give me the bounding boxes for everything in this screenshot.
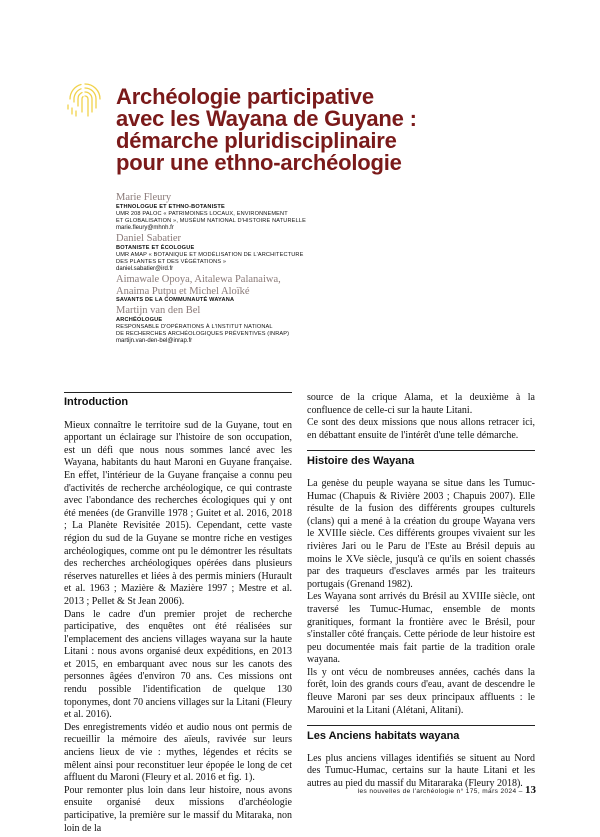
body-paragraph: Les plus anciens villages identifiés se situent au Nord des Tumuc-Humac, certains sur la haute Litani et les autres au pied du massif du Mitararaka (Fleury 2018).	[307, 752, 535, 790]
author-name: Aimawale Opoya, Aitalewa Palanaiwa,	[116, 274, 281, 285]
author-affiliation: UMR 208 PALOC « PATRIMOINES LOCAUX, ENVIRONNEMENT	[116, 210, 288, 217]
author-affiliation: DES PLANTES ET DES VÉGÉTATIONS »	[116, 258, 227, 265]
author-role: BOTANISTE ET ÉCOLOGUE	[116, 244, 195, 251]
title-line: Archéologie participative	[116, 84, 374, 109]
author-name: Daniel Sabatier	[116, 233, 182, 244]
author-block	[116, 192, 436, 232]
body-paragraph: Les Wayana sont arrivés du Brésil au XVIIIe siècle, ont traversé les Tumuc-Humac, ensemble de monts granitiques, formant la frontière avec le Brésil, pour s'installer côté français. Cette période de leur histoire est peu documentée mais fait partie de la tradition orale wayana.	[307, 591, 535, 666]
author-name: Martijn van den Bel	[116, 305, 201, 316]
body-paragraph: Ils y ont vécu de nombreuses années, cachés dans la forêt, loin des grands cours d'eau, avant de descendre le fleuve Maroni par ses deux principaux affluents : le Marouini et la Litani (Alétani, Alitani).	[307, 666, 535, 716]
journal-reference: les nouvelles de l'archéologie n° 175, mars 2024 –	[357, 788, 523, 795]
page-footer	[358, 784, 536, 796]
page-number: 13	[525, 784, 536, 796]
body-paragraph: Des enregistrements vidéo et audio nous ont permis de recueillir la mémoire des aïeuls, ravivée sur leurs anciens lieux de vie : mythes, légendes et récits se mêlent ainsi pour reconstituer leur épopée le long de cet affluent du Maroni (Fleury et al. 2016 et fig. 1).	[64, 721, 292, 784]
body-paragraph: Dans le cadre d'un premier projet de recherche participative, des enquêtes ont été réalisées sur l'emplacement des anciens villages wayana sur la haute Litani : nous avons organisé deux expéditions, en 2013 et 2015, en embarquant avec nous sur les canots des personnes âgées d'environ 70 ans. Ces missions ont rendu possible l'identification de quelque 130 toponymes, dont 70 anciens villages sur la Litani (Fleury et al. 2016).	[64, 608, 293, 721]
left-column	[64, 396, 292, 835]
author-block	[116, 305, 436, 345]
author-block	[116, 274, 436, 304]
author-email[interactable]: martijn.van-den-bel@inrap.fr	[116, 337, 193, 344]
author-role: SAVANTS DE LA COMMUNAUTÉ WAYANA	[116, 297, 235, 303]
section-rule	[307, 450, 535, 451]
author-list	[116, 192, 436, 346]
author-affiliation: RESPONSABLE D'OPÉRATIONS À L'INSTITUT NATIONAL	[116, 323, 273, 330]
right-column	[307, 392, 535, 791]
author-name: Anaima Putpu et Michel Aloïké	[116, 285, 250, 297]
author-role: ETHNOLOGUE ET ETHNO-BOTANISTE	[116, 203, 225, 210]
author-role: ARCHÉOLOGUE	[116, 316, 163, 323]
author-block	[116, 233, 436, 273]
section-heading: Histoire des Wayana	[307, 455, 415, 468]
section-rule	[64, 392, 292, 393]
author-affiliation: UMR AMAP « BOTANIQUE ET MODÉLISATION DE L'ARCHITECTURE	[116, 251, 304, 258]
body-paragraph: Ce sont des deux missions que nous allons retracer ici, en débattant ensuite de l'intérêt d'une telle démarche.	[307, 417, 535, 441]
author-email[interactable]: daniel.sabatier@ird.fr	[116, 265, 174, 272]
body-paragraph: La genèse du peuple wayana se situe dans les Tumuc-Humac (Chapuis & Rivière 2003 ; Chapuis 2007). Elle résulte de la fusion des différents groupes culturels (clans) qui a mené à la création du groupe Wayana vers le XVIIIe siècle. Ces différents groupes vivaient sur les rivières Jari ou le Paru de l'Este au Brésil depuis au moins le XVe siècle, jusqu'à ce qu'ils en soient chassés par des traqueurs d'esclaves armés par les traiteurs portugais (Grenand 1982).	[307, 477, 535, 590]
title-line: avec les Wayana de Guyane :	[116, 106, 417, 131]
section-heading: Introduction	[64, 396, 129, 408]
author-name: Marie Fleury	[116, 192, 172, 203]
article-title	[116, 86, 496, 174]
author-affiliation: DE RECHERCHES ARCHÉOLOGIQUES PRÉVENTIVES (INRAP)	[116, 330, 290, 337]
fingerprint-logo-icon	[64, 78, 106, 120]
body-paragraph: source de la crique Alama, et la deuxième à la confluence de celle-ci sur la haute Litani.	[307, 392, 535, 416]
body-paragraph: Mieux connaître le territoire sud de la Guyane, tout en apportant un éclairage sur l'histoire de son occupation, est un défi que nous nous sommes lancé avec les Wayana, habitants du haut Maroni en Guyane française. En effet, l'intérieur de la Guyane française a connu peu d'activités de recherche archéologique, ce qui contraste avec l'abondance des recherches écologiques qui y ont été menées (de Granville 1978 ; Guitet et al. 2016, 2018 ; La Planète Revisitée 2015). Cependant, cette vaste région du sud de la Guyane se montre riche en vestiges archéologiques, comme ont pu le démontrer les résultats des recherches archéologiques opérées dans plusieurs réserves naturelles et liées à des permis miniers (Hurault et al. 1963 ; Mazière & Mazière 1997 ; Mestre et al. 2013 ; Pellet & St Jean 2006).	[64, 419, 292, 607]
section-heading: Les Anciens habitats wayana	[307, 730, 460, 743]
body-paragraph: Pour remonter plus loin dans leur histoire, nous avons ensuite organisé deux missions d'archéologie participative, la première sur le massif du Mitaraka, non loin de la	[64, 784, 292, 834]
author-affiliation: ET GLOBALISATION », MUSÉUM NATIONAL D'HISTOIRE NATURELLE	[116, 217, 306, 224]
section-rule	[307, 725, 535, 726]
title-line: démarche pluridisciplinaire	[116, 128, 397, 153]
title-line: pour une ethno-archéologie	[116, 150, 402, 175]
author-email[interactable]: marie.fleury@mhnh.fr	[116, 224, 174, 231]
